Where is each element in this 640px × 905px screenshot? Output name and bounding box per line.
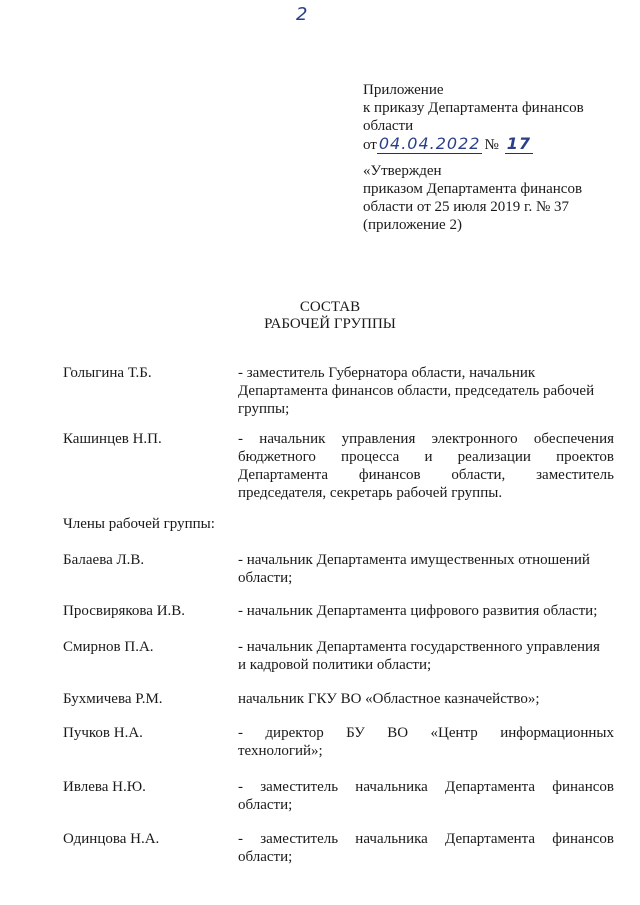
person-name: Балаева Л.В. [63, 552, 145, 568]
order-number-sign: № [484, 137, 499, 153]
person-position-line: области; [238, 570, 293, 586]
person-position-line: и кадровой политики области; [238, 657, 432, 673]
order-number: 17 [506, 134, 532, 153]
person-position-line: бюджетного процесса и реализации проектов [238, 449, 614, 465]
person-position-line: - заместитель Губернатора области, начальник [238, 365, 536, 381]
person-position [238, 724, 614, 760]
appendix-block [363, 81, 633, 154]
person-position [238, 551, 614, 587]
person-name: Бухмичева Р.М. [63, 691, 163, 707]
person-position-line: области; [238, 849, 293, 865]
document-title: СОСТАВ [299, 299, 361, 315]
person-name: Просвирякова И.В. [63, 603, 186, 619]
document-subtitle: РАБОЧЕЙ ГРУППЫ [264, 316, 396, 332]
approved-line: «Утвержден [363, 163, 442, 179]
page-number: 2 [296, 4, 308, 25]
person-position-line: - заместитель начальника Департамента финансов [238, 779, 614, 795]
person-position-line: - заместитель начальника Департамента финансов [238, 831, 614, 847]
approved-line: (приложение 2) [363, 217, 462, 233]
person-position [238, 830, 614, 866]
person-position-line: - директор БУ ВО «Центр информационных [238, 725, 614, 741]
approved-line: области от 25 июля 2019 г. № 37 [363, 199, 570, 215]
person-position-line: - начальник Департамента имущественных отношений [238, 552, 590, 568]
person-position [238, 638, 614, 674]
order-line [363, 135, 633, 154]
person-position [238, 602, 614, 620]
person-name: Кашинцев Н.П. [63, 431, 162, 447]
person-position-line: Департамента финансов области, заместитель [238, 467, 614, 483]
person-position [238, 778, 614, 814]
person-position-line: Департамента финансов области, председатель рабочей [238, 383, 595, 399]
person-position-line: - начальник Департамента цифрового развития области; [238, 603, 598, 619]
person-position-line: начальник ГКУ ВО «Областное казначейство»; [238, 691, 540, 707]
person-position-line: - начальник Департамента государственного управления [238, 639, 600, 655]
appendix-line: Приложение [363, 82, 444, 98]
appendix-line: к приказу Департамента финансов [363, 100, 584, 116]
person-name: Пучков Н.А. [63, 725, 143, 741]
person-position-line: группы; [238, 401, 290, 417]
person-name: Голыгина Т.Б. [63, 365, 152, 381]
person-position [238, 690, 614, 708]
person-position-line: председателя, секретарь рабочей группы. [238, 485, 503, 501]
person-position [238, 430, 614, 502]
members-label: Члены рабочей группы: [63, 516, 215, 532]
order-date: 04.04.2022 [378, 134, 481, 153]
person-position [238, 364, 614, 418]
person-position-line: технологий»; [238, 743, 323, 759]
approved-block [363, 162, 633, 234]
person-position-line: - начальник управления электронного обеспечения [238, 431, 614, 447]
appendix-line: области [363, 118, 414, 134]
person-name: Одинцова Н.А. [63, 831, 160, 847]
person-name: Смирнов П.А. [63, 639, 154, 655]
person-position-line: области; [238, 797, 293, 813]
person-name: Ивлева Н.Ю. [63, 779, 146, 795]
order-prefix: от [363, 137, 377, 153]
approved-line: приказом Департамента финансов [363, 181, 583, 197]
